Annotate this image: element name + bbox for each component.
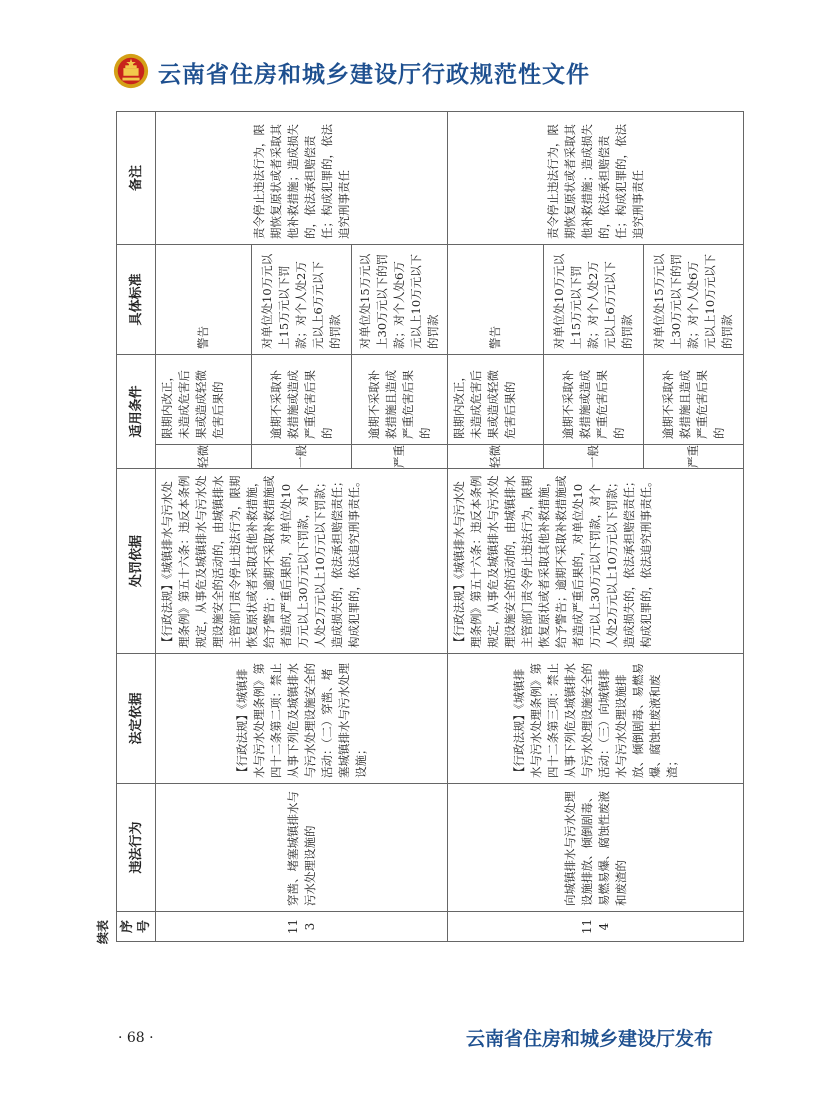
remark-text: 责令停止违法行为，限期恢复原状或者采取其他补救措施；造成损失的，依法承担赔偿责任；构成犯罪的，依法追究刑事责任: [156, 111, 448, 244]
standard-text: 对单位处10万元以上15万元以下罚款；对个人处2万元以上6万元以下的罚款: [252, 244, 352, 354]
standard-text: 对单位处15万元以上30万元以下的罚款；对个人处6万元以上10万元以下的罚款: [352, 244, 448, 354]
table-header-row: [117, 111, 156, 941]
condition-text: 逾期不采取补救措施或造成严重危害后果的: [544, 354, 644, 444]
header-penalty-basis: 处罚依据: [117, 469, 156, 654]
level-label: 严重: [644, 445, 744, 469]
condition-text: 限期内改正，未造成危害后果或造成轻微危害后果的: [156, 354, 252, 444]
condition-text: 逾期不采取补救措施且造成严重危害后果的: [352, 354, 448, 444]
header-remark: 备注: [117, 111, 156, 244]
standard-text: 对单位处10万元以上15万元以下罚款；对个人处2万元以上6万元以下的罚款: [544, 244, 644, 354]
violation-act: 向城镇排水与污水处理设施排放、倾倒剧毒、易燃易爆、腐蚀性废液和废渣的: [448, 784, 744, 912]
header-condition: 适用条件: [117, 354, 156, 468]
legal-basis: 【行政法规】《城镇排水与污水处理条例》第四十二条第二项：禁止从事下列危及城镇排水与污水处理设施安全的活动：（二）穿凿、堵塞城镇排水与污水处理设施；: [156, 654, 448, 784]
row-number: 113: [156, 912, 448, 942]
violation-act: 穿凿、堵塞城镇排水与污水处理设施的: [156, 784, 448, 912]
rotated-table-frame: [96, 112, 736, 944]
level-label: 一般: [544, 445, 644, 469]
penalty-standard-table: [116, 111, 744, 942]
row-number: 114: [448, 912, 744, 942]
header-title: 云南省住房和城乡建设厅行政规范性文件: [158, 62, 590, 88]
publisher-label: 云南省住房和城乡建设厅发布: [466, 1028, 714, 1050]
table-row: [156, 111, 252, 941]
rotated-table-area: [96, 112, 736, 944]
continued-label: 续表: [96, 919, 110, 944]
condition-text: 逾期不采取补救措施且造成严重危害后果的: [644, 354, 744, 444]
page-number: · 68 ·: [118, 1030, 154, 1046]
header-basis: 法定依据: [117, 654, 156, 784]
header-act: 违法行为: [117, 784, 156, 912]
level-label: 轻微: [448, 445, 544, 469]
remark-text: 责令停止违法行为，限期恢复原状或者采取其他补救措施；造成损失的，依法承担赔偿责任；构成犯罪的，依法追究刑事责任: [448, 111, 744, 244]
header-no: 序号: [117, 912, 156, 942]
standard-text: 警告: [448, 244, 544, 354]
table-row: [448, 111, 544, 941]
condition-text: 限期内改正，未造成危害后果或造成轻微危害后果的: [448, 354, 544, 444]
standard-text: 对单位处15万元以上30万元以下的罚款；对个人处6万元以上10万元以下的罚款: [644, 244, 744, 354]
page-header: [112, 52, 712, 96]
penalty-basis: 【行政法规】《城镇排水与污水处理条例》第五十六条：违反本条例规定，从事危及城镇排水与污水处理设施安全的活动的，由城镇排水主管部门责令停止违法行为，限期恢复原状或者采取其他补救措施，给予警告；逾期不采取补救措施或者造成严重后果的，对单位处10万元以上30万元以下罚款，对个人处2万元以上10万元以下罚款；造成损失的，依法承担赔偿责任；构成犯罪的，依法追究刑事责任。: [156, 469, 448, 654]
penalty-basis: 【行政法规】《城镇排水与污水处理条例》第五十六条：违反本条例规定，从事危及城镇排水与污水处理设施安全的活动的，由城镇排水主管部门责令停止违法行为，限期恢复原状或者采取其他补救措施，给予警告；逾期不采取补救措施或者造成严重后果的，对单位处10万元以上30万元以下罚款，对个人处2万元以上10万元以下罚款；造成损失的，依法承担赔偿责任；构成犯罪的，依法追究刑事责任。: [448, 469, 744, 654]
standard-text: 警告: [156, 244, 252, 354]
level-label: 一般: [252, 445, 352, 469]
legal-basis: 【行政法规】《城镇排水与污水处理条例》第四十二条第三项：禁止从事下列危及城镇排水与污水处理设施安全的活动：（三）向城镇排水与污水处理设施排放、倾倒剧毒、易燃易爆、腐蚀性废液和废渣；: [448, 654, 744, 784]
condition-text: 逾期不采取补救措施或造成严重危害后果的: [252, 354, 352, 444]
level-label: 轻微: [156, 445, 252, 469]
header-standard: 具体标准: [117, 244, 156, 354]
national-emblem-icon: [112, 52, 150, 90]
level-label: 严重: [352, 445, 448, 469]
